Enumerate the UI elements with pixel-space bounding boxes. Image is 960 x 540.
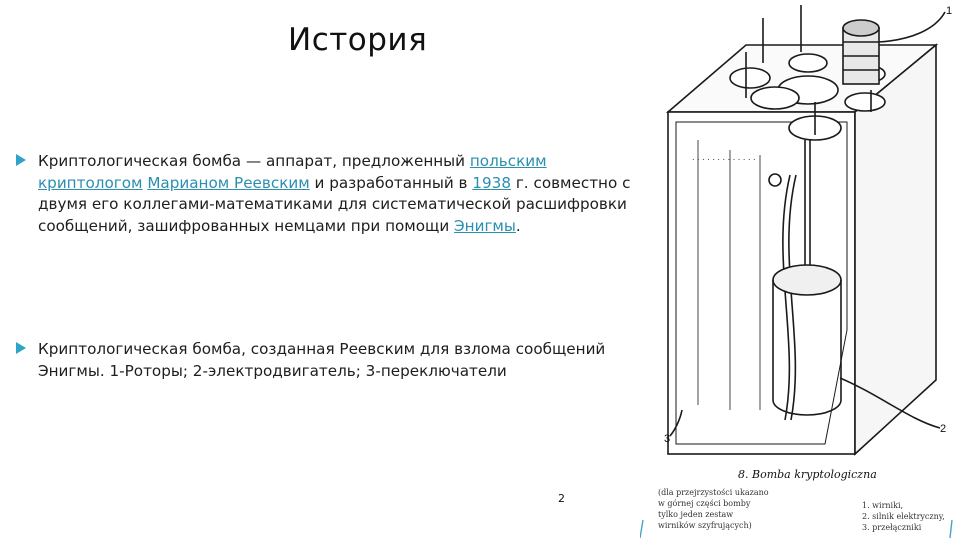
- bullet-arrow-icon: [16, 342, 26, 354]
- bullet-item-description: [16, 339, 641, 382]
- switch-column-marks: . . . . . . . . . . . . .: [692, 153, 756, 162]
- page-number: 2: [558, 492, 565, 505]
- bullet-item-history: [16, 151, 641, 237]
- link-rejewski[interactable]: Марианом Реевским: [147, 173, 310, 192]
- bullet-text: Криптологическая бомба, созданная Реевским для взлома сообщений Энигмы. 1-Роторы; 2-электродвигатель; 3-переключатели: [38, 340, 606, 380]
- text-segment: Криптологическая бомба — аппарат, предложенный: [38, 152, 470, 170]
- text-segment: г. совместно с двумя его коллегами-математиками для систематической расшифровки сообщений, зашифрованных немцами при помощи: [38, 173, 631, 235]
- link-enigma[interactable]: Энигмы: [454, 216, 516, 235]
- link-1938[interactable]: 1938: [472, 173, 511, 192]
- bullet-arrow-icon: [16, 154, 26, 166]
- bomba-illustration: [640, 0, 960, 540]
- label-rotors: 1: [946, 5, 953, 17]
- slide-title: История: [288, 22, 428, 58]
- figure-note-line: tylko jeden zestaw: [658, 510, 734, 519]
- figure-caption: 8. Bomba kryptologiczna: [738, 468, 877, 481]
- link-cryptologist[interactable]: криптологом: [38, 173, 143, 192]
- figure-note-line: w górnej części bomby: [658, 499, 751, 508]
- text-segment: .: [515, 216, 521, 235]
- figure-legend-item: 3. przełączniki: [862, 523, 922, 532]
- figure-note-line: wirników szyfrujących): [658, 521, 752, 530]
- label-switches: 3: [664, 433, 671, 445]
- figure-note-line: (dla przejrzystości ukazano: [658, 488, 769, 497]
- link-polish[interactable]: польским: [469, 152, 547, 170]
- bullet-text: [38, 151, 641, 237]
- figure-legend-item: 1. wirniki,: [862, 501, 904, 510]
- figure-legend-item: 2. silnik elektryczny,: [862, 512, 945, 521]
- text-segment: и разработанный в: [309, 173, 473, 192]
- label-motor: 2: [940, 423, 947, 435]
